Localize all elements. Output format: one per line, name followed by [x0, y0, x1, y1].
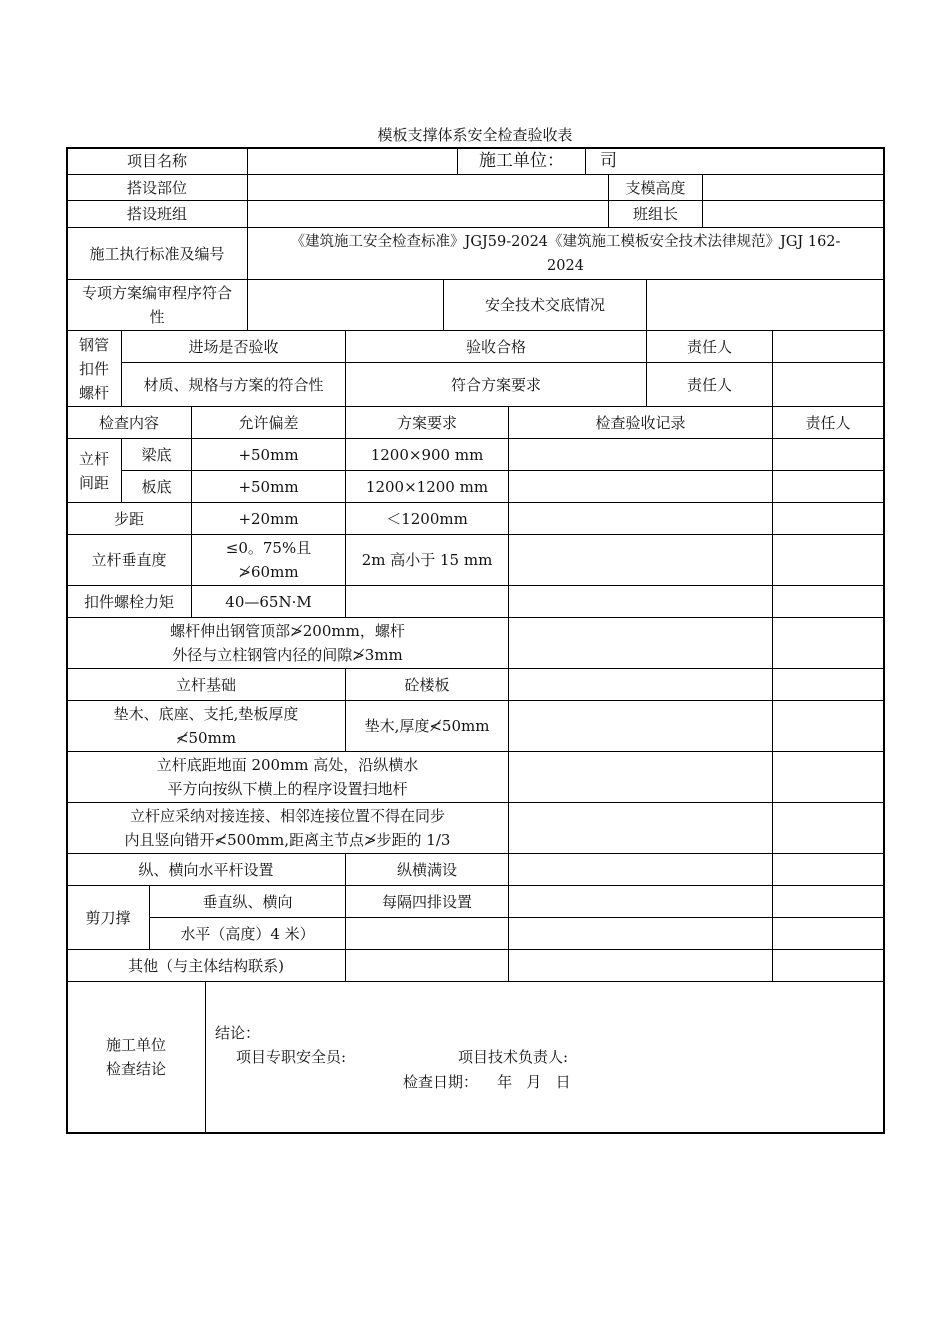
- torque-responsible-field[interactable]: [773, 586, 883, 617]
- bracing-vertical-requirement: 每隔四排设置: [381, 892, 472, 911]
- screw-label: 螺杆伸出钢管顶部≯200mm，螺杆 外径与立柱钢管内径的间隙≯3mm: [170, 622, 405, 664]
- standard-label: 施工执行标准及编号: [89, 244, 225, 263]
- bracing-horizontal-record-field[interactable]: [509, 918, 772, 949]
- materials-row2-item: 材质、规格与方案的符合性: [143, 375, 324, 394]
- slab-bottom-responsible-field[interactable]: [773, 471, 883, 502]
- location-label: 搭设部位: [126, 178, 187, 197]
- materials-row2-requirement: 符合方案要求: [450, 375, 541, 394]
- team-leader-field[interactable]: [703, 201, 883, 227]
- safety-briefing-label: 安全技术交底情况: [484, 296, 605, 314]
- formwork-height-field[interactable]: [703, 175, 883, 200]
- safety-briefing-field[interactable]: [647, 280, 883, 330]
- pad-record-field[interactable]: [509, 701, 772, 751]
- scheme-label-line2: 性: [149, 308, 165, 326]
- materials-row2-responsible-label: 责任人: [686, 375, 732, 394]
- beam-bottom-requirement: 1200×900 mm: [370, 445, 484, 464]
- joint-label: 立杆应采纳对接连接、相邻连接位置不得在同步 内且竖向错开≮500mm,距离主节点≯步距的 1/3: [124, 807, 451, 849]
- team-field[interactable]: [248, 201, 608, 227]
- bracing-label: 剪刀撑: [85, 908, 131, 927]
- joint-record-field[interactable]: [509, 803, 772, 853]
- slab-bottom-label: 板底: [141, 477, 172, 496]
- project-name-field[interactable]: [248, 148, 457, 174]
- construction-unit-label: 施工单位：: [479, 151, 564, 171]
- standard-value-line1: 《建筑施工安全检查标准》JGJ59-2024《建筑施工模板安全技术法律规范》JGJ 162-: [290, 233, 841, 250]
- torque-record-field[interactable]: [509, 586, 772, 617]
- slab-bottom-deviation: +50mm: [238, 477, 299, 496]
- step-record-field[interactable]: [509, 503, 772, 534]
- step-label: 步距: [113, 509, 144, 528]
- column-header-content: 检查内容: [98, 413, 159, 432]
- team-leader-label: 班组长: [632, 205, 678, 223]
- foundation-responsible-field[interactable]: [773, 669, 883, 700]
- project-name-label: 项目名称: [126, 152, 187, 170]
- materials-row1-item: 进场是否验收: [188, 337, 279, 356]
- sweep-record-field[interactable]: [509, 752, 772, 802]
- sweep-responsible-field[interactable]: [773, 752, 883, 802]
- inspection-date: 检查日期： 年 月 日: [403, 1073, 571, 1091]
- step-responsible-field[interactable]: [773, 503, 883, 534]
- other-responsible-field[interactable]: [773, 950, 883, 981]
- beam-bottom-responsible-field[interactable]: [773, 439, 883, 470]
- safety-officer-label: 项目专职安全员:: [236, 1048, 347, 1066]
- pad-requirement: 垫木,厚度≮50mm: [364, 717, 490, 735]
- joint-responsible-field[interactable]: [773, 803, 883, 853]
- bracing-horizontal-requirement-field[interactable]: [346, 918, 508, 949]
- screw-responsible-field[interactable]: [773, 618, 883, 668]
- construction-unit-value[interactable]: 司: [600, 151, 617, 171]
- spacing-group-label: 立杆 间距: [78, 449, 109, 492]
- verticality-record-field[interactable]: [509, 535, 772, 585]
- sweep-label: 立杆底距地面 200mm 高处，沿纵横水 平方向按纵下横上的程序设置扫地杆: [156, 756, 419, 798]
- scheme-field[interactable]: [248, 280, 443, 330]
- slab-bottom-requirement: 1200×1200 mm: [365, 477, 489, 496]
- torque-label: 扣件螺栓力矩: [83, 592, 174, 611]
- beam-bottom-label: 梁底: [141, 445, 172, 464]
- verticality-label: 立杆垂直度: [91, 551, 167, 569]
- foundation-record-field[interactable]: [509, 669, 772, 700]
- location-field[interactable]: [248, 175, 608, 200]
- other-record-field[interactable]: [509, 950, 772, 981]
- beam-bottom-deviation: +50mm: [238, 445, 299, 464]
- bracing-vertical-label: 垂直纵、横向: [202, 892, 293, 911]
- conclusion-label: 结论：: [215, 1024, 261, 1042]
- pad-responsible-field[interactable]: [773, 701, 883, 751]
- horizontal-bar-responsible-field[interactable]: [773, 854, 883, 885]
- materials-row1-responsible-field[interactable]: [773, 331, 883, 362]
- team-label: 搭设班组: [126, 205, 187, 223]
- horizontal-bar-label: 纵、横向水平杆设置: [138, 860, 274, 879]
- verticality-responsible-field[interactable]: [773, 535, 883, 585]
- other-label: 其他（与主体结构联系): [128, 956, 284, 975]
- torque-deviation: 40—65N·M: [225, 592, 312, 611]
- standard-value-line2: 2024: [547, 257, 584, 274]
- conclusion-section-label: 施工单位 检查结论: [105, 1036, 166, 1078]
- scheme-label: [67, 280, 247, 330]
- beam-bottom-record-field[interactable]: [509, 439, 772, 470]
- materials-group-label: 钢管 扣件 螺杆: [78, 335, 109, 402]
- materials-row1-requirement: 验收合格: [465, 337, 526, 356]
- verticality-requirement: 2m 高小于 15 mm: [361, 551, 493, 569]
- materials-row2-responsible-field[interactable]: [773, 363, 883, 406]
- bracing-vertical-responsible-field[interactable]: [773, 886, 883, 917]
- screw-record-field[interactable]: [509, 618, 772, 668]
- bracing-horizontal-label: 水平（高度）4 米）: [180, 924, 315, 943]
- horizontal-bar-requirement: 纵横满设: [396, 860, 457, 879]
- pad-label: 垫木、底座、支托,垫板厚度 ≮50mm: [113, 705, 299, 747]
- column-header-deviation: 允许偏差: [238, 413, 299, 432]
- verticality-deviation: ≤0。75%且 ≯60mm: [225, 539, 312, 581]
- standard-value: [248, 228, 883, 279]
- formwork-height-label: 支模高度: [625, 178, 686, 197]
- column-header-responsible: 责任人: [805, 413, 851, 432]
- scheme-label-line1: 专项方案编审程序符合: [81, 284, 232, 302]
- step-requirement: ＜1200mm: [386, 509, 468, 528]
- bracing-horizontal-responsible-field[interactable]: [773, 918, 883, 949]
- foundation-label: 立杆基础: [175, 675, 236, 694]
- step-deviation: +20mm: [238, 509, 299, 528]
- bracing-vertical-record-field[interactable]: [509, 886, 772, 917]
- other-requirement-field[interactable]: [346, 950, 508, 981]
- horizontal-bar-record-field[interactable]: [509, 854, 772, 885]
- column-header-record: 检查验收记录: [595, 413, 686, 432]
- tech-lead-label: 项目技术负责人:: [458, 1048, 569, 1066]
- page-title: 模板支撑体系安全检查验收表: [377, 126, 573, 144]
- foundation-requirement: 砼楼板: [404, 675, 450, 694]
- column-header-requirement: 方案要求: [396, 413, 457, 432]
- torque-requirement-field[interactable]: [346, 586, 508, 617]
- materials-row1-responsible-label: 责任人: [686, 337, 732, 356]
- slab-bottom-record-field[interactable]: [509, 471, 772, 502]
